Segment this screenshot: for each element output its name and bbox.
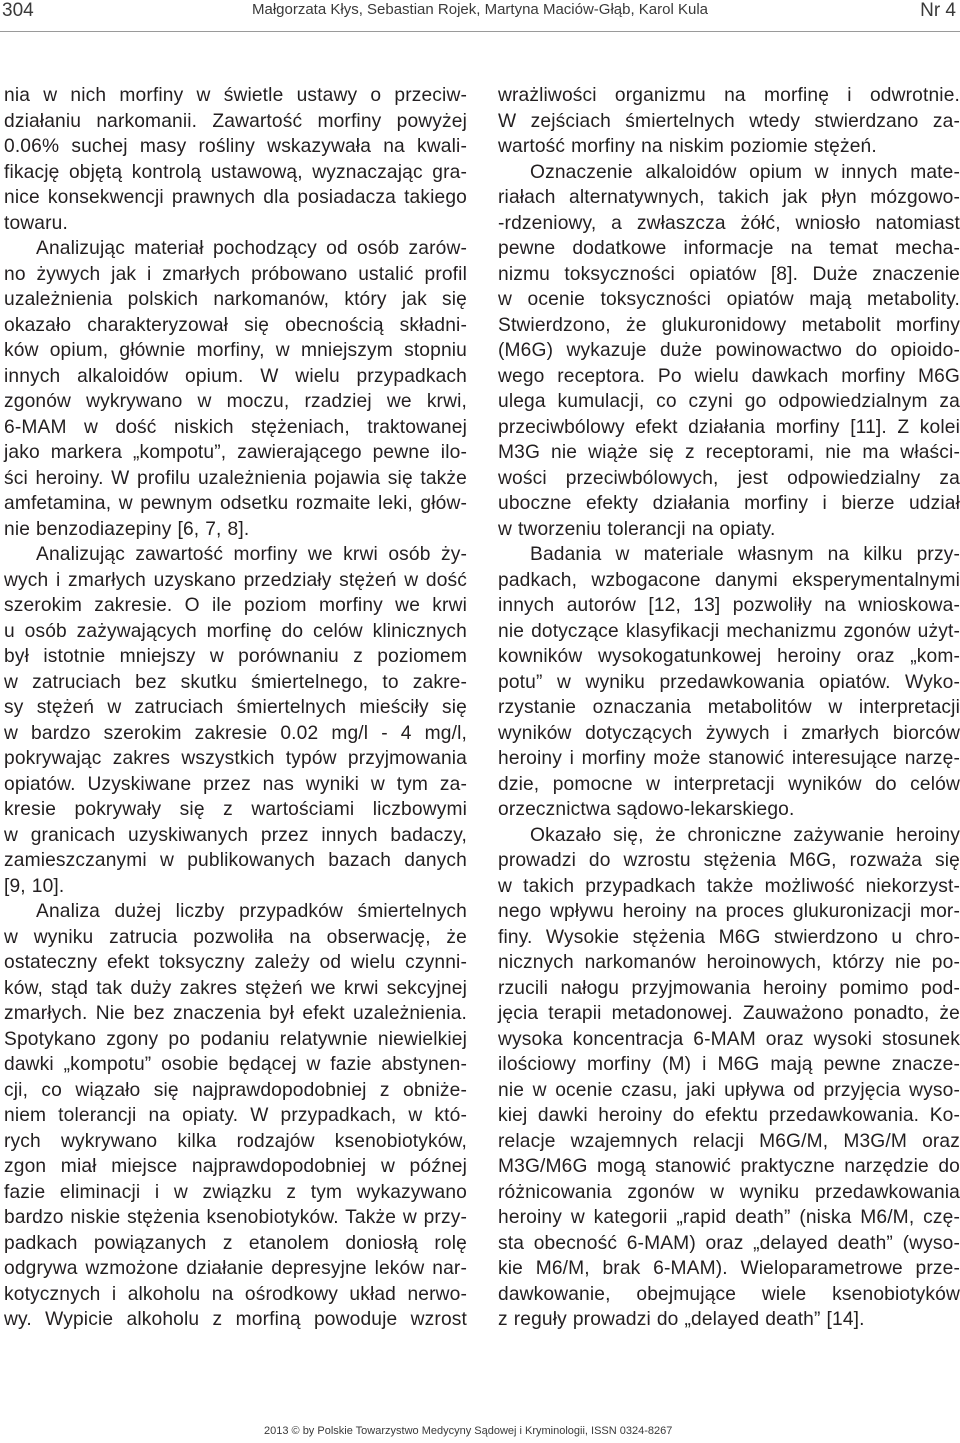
text-line: wyników dotyczących żywych i zmarłych biorców (498, 722, 960, 744)
text-line: jako markera „kompotu”, zawierającego pewne ilo- (4, 442, 467, 463)
running-header-authors: Małgorzata Kłys, Sebastian Rojek, Martyna Maciów-Głąb, Karol Kula (251, 1, 709, 18)
text-line: w takich przypadkach także możliwość niekorzyst- (498, 875, 960, 897)
text-line: finy. Wysokie stężenia M6G stwierdzono u chro- (498, 926, 960, 948)
text-line: W zejściach śmiertelnych wtedy stwierdzano za- (498, 110, 960, 132)
text-line: -rdzeniowy, a zwłaszcza żółć, wniosło natomiast (498, 212, 960, 234)
text-line: nie dotyczące klasyfikacji mechanizmu zgonów użyt- (498, 620, 960, 642)
text-line: prowadzi do wzrostu stężenia M6G, rozważa się (498, 850, 960, 871)
text-line: wy. Wypicie alkoholu z morfiną powoduje wzrost (4, 1309, 467, 1330)
text-line: Stwierdzono, że glukuronidowy metabolit morfiny (498, 314, 960, 336)
page-number: 304 (2, 0, 34, 21)
text-line: w granicach uzyskiwanych przez innych badaczy, (4, 824, 467, 846)
text-line: kiej dawki heroiny do efektu przedawkowania. Ko- (498, 1105, 960, 1126)
text-line: M3G nie wiąże się z receptorami, nie ma właści- (498, 442, 960, 463)
text-line: nia w nich morfiny w świetle ustawy o przeciw- (4, 85, 467, 106)
text-line: z reguły prowadzi do „delayed death” [14]. (498, 1309, 865, 1330)
text-line: no żywych jak i zmarłych próbowano ustalić profil (4, 263, 467, 285)
text-line: rzystanie oznaczania metabolitów w interpretacji (498, 697, 960, 718)
text-line: Okazało się, że chroniczne zażywanie heroiny (530, 824, 960, 846)
text-line: ków opium, głównie morfiny, w mniejszym stopniu (4, 340, 467, 361)
text-line: sta obecność 6-MAM) oraz „delayed death” (wyso- (498, 1232, 960, 1254)
text-line: dawki „kompotu” osobie będącej w fazie abstynen- (4, 1054, 467, 1075)
text-line: u osób zażywających morfinę do celów klinicznych (4, 620, 467, 642)
text-line: amfetamina, w pewnym odsetku rozmaite leki, głów- (4, 493, 467, 514)
text-line: nego wpływu heroiny na proces glukuronizacji mor- (498, 901, 960, 922)
text-line: był istotnie mniejszy w porównaniu z poziomem (4, 646, 467, 667)
text-line: w tworzeniu tolerancji na opiaty. (498, 518, 776, 540)
issue-number: Nr 4 (920, 0, 956, 21)
text-line: ulega kumulacji, co czyni go odpowiedzialnym za (498, 391, 960, 412)
text-line: wych i zmarłych uzyskano przedziały stężeń w dość (4, 569, 467, 591)
text-line: Oznaczenie alkaloidów opium w innych mate- (530, 161, 960, 183)
text-line: przeciwbólowy efekt działania morfiny [11]. Z kolei (498, 416, 960, 438)
text-line: nie benzodiazepiny [6, 7, 8]. (4, 518, 250, 540)
copyright-footer: 2013 © by Polskie Towarzystwo Medycyny Sądowej i Kryminologii, ISSN 0324-8267 (264, 1425, 673, 1437)
text-line: nicznych narkomanów heroinowych, którzy nie po- (498, 952, 960, 973)
text-line: Analizując materiał pochodzący od osób zarów- (36, 238, 467, 259)
text-line: zamieszczanymi w publikowanych bazach danych (4, 850, 467, 871)
text-line: różnicowania zgonów w wyniku przedawkowania (498, 1181, 960, 1203)
text-line: rych wykrywano kilka rodzajów ksenobiotyków, (4, 1130, 467, 1152)
text-line: zgonów wykrywano w moczu, rzadziej we krwi, (4, 391, 467, 412)
text-line: wości przeciwbólowych, jest odpowiedzialny za (498, 467, 960, 489)
text-line: opiatów. Uzyskiwane przez nas wyniki w tym za- (4, 773, 467, 795)
text-line: innych alkaloidów opium. W wielu przypadkach (4, 365, 467, 387)
text-line: orzecznictwa sądowo-lekarskiego. (498, 799, 795, 820)
text-line: dzie, pomocne w interpretacji wyników do celów (498, 773, 960, 795)
text-line: okazało charakteryzował się obecnością składni- (4, 314, 467, 336)
text-line: niem tolerancji na opiaty. W przypadkach, w któ- (4, 1105, 467, 1126)
right-column (498, 83, 960, 1333)
text-line: [9, 10]. (4, 875, 65, 897)
text-line: nice konsekwencji prawnych dla posiadacza takiego (4, 187, 467, 208)
text-line: cji, co wiązało się najprawdopodobniej z obniże- (4, 1079, 467, 1101)
text-line: zmarłych. Nie bez znaczenia był efekt uzależnienia. (4, 1003, 467, 1024)
text-line: heroiny i morfiny może stanowić interesujące narzę- (498, 748, 960, 769)
text-line: w bardzo szerokim zakresie 0.02 mg/l - 4 mg/l, (4, 722, 467, 744)
text-line: dawkowanie, obejmujące wiele ksenobiotyków (498, 1283, 960, 1305)
text-line: w ocenie toksyczności opiatów mają metabolity. (498, 289, 960, 310)
text-line: kie M6/M, brak 6-MAM). Wieloparametrowe prze- (498, 1258, 960, 1279)
text-line: pokrywając zakres wszystkich typów przyjmowania (4, 748, 467, 769)
text-line: 0.06% suchej masy rośliny wskazywała na kwali- (4, 136, 467, 157)
text-line: działaniu narkomanii. Zawartość morfiny powyżej (4, 110, 467, 132)
text-line: odgrywa wzmożone działanie depresyjne leków nar- (4, 1258, 467, 1279)
text-line: innych autorów [12, 13] pozwoliły na wnioskowa- (498, 595, 960, 616)
text-line: fikację objętą kontrolą ustawową, wyznaczając gra- (4, 161, 467, 183)
text-line: Analizując zawartość morfiny we krwi osób ży- (36, 544, 467, 565)
text-line: 6-MAM w dość niskich stężeniach, traktowanej (4, 416, 467, 438)
text-line: rzucili nałogu przyjmowania heroiny pomimo pod- (498, 977, 960, 999)
text-line: padkach, wzbogacone danymi eksperymentalnymi (498, 569, 960, 591)
text-line: wego receptora. Po wielu dawkach morfiny M6G (498, 365, 960, 387)
running-header (0, 0, 960, 24)
text-line: sy stężeń w zatruciach śmiertelnych mieściły się (4, 697, 467, 718)
text-line: wartość morfiny na niskim poziomie stężeń. (498, 136, 877, 157)
text-line: heroiny w kategorii „rapid death” (niska M6/M, czę- (498, 1207, 960, 1228)
text-line: Analiza dużej liczby przypadków śmiertelnych (36, 901, 467, 922)
text-line: bardzo niskie stężenia ksenobiotyków. Także w przy- (4, 1207, 467, 1228)
text-line: ków, stąd tak duży zakres stężeń we krwi sekcyjnej (4, 977, 467, 999)
header-rule (0, 31, 960, 32)
text-line: w wyniku zatrucia pozwoliła na obserwację, że (4, 926, 467, 948)
text-line: ści heroiny. W profilu uzależnienia pojawia się także (4, 467, 467, 489)
text-line: (M6G) wykazuje duże powinowactwo do opioido- (498, 340, 960, 361)
text-line: Spotykano zgony po podaniu relatywnie niewielkiej (4, 1028, 467, 1050)
text-line: M3G/M6G mogą stanowić praktyczne narzędzie do (498, 1156, 960, 1177)
text-line: ostateczny efekt toksyczny zależy od wielu czynni- (4, 952, 467, 973)
text-line: zgon miał miejsce najprawdopodobniej w późnej (4, 1156, 467, 1177)
text-line: kresie pokrywały się z wartościami liczbowymi (4, 799, 467, 820)
text-line: towaru. (4, 212, 68, 234)
left-column (4, 83, 467, 1333)
text-line: riałach alternatywnych, takich jak płyn mózgowo- (498, 187, 960, 208)
text-line: uboczne efekty działania morfiny i bierze udział (498, 493, 960, 514)
text-line: wysoka koncentracja 6-MAM oraz wysoki stosunek (498, 1028, 960, 1050)
text-line: nizmu toksyczności opiatów [8]. Duże znaczenie (498, 263, 960, 285)
text-line: fazie eliminacji i w związku z tym wykazywano (4, 1181, 467, 1203)
text-line: ilościowy morfiny (M) i M6G mają pewne znacze- (498, 1054, 960, 1075)
text-line: wrażliwości organizmu na morfinę i odwrotnie. (498, 85, 960, 106)
text-line: pewne dodatkowe informacje na temat mecha- (498, 238, 960, 259)
text-line: relacje wzajemnych relacji M6G/M, M3G/M oraz (498, 1130, 960, 1152)
text-line: jęcia terapii metadonowej. Zauważono ponadto, że (498, 1003, 960, 1024)
text-line: szerokim zakresie. O ile poziom morfiny we krwi (4, 595, 467, 616)
text-line: Badania w materiale własnym na kilku przy- (530, 544, 960, 565)
text-line: nie w ocenie czasu, jaki upływa od przyjęcia wyso- (498, 1079, 960, 1101)
text-line: kotycznych i alkoholu na ośrodkowy układ nerwo- (4, 1283, 467, 1305)
text-line: uzależnienia polskich narkomanów, który jak się (4, 289, 467, 310)
text-line: kowników wysokogatunkowej heroiny oraz „kom- (498, 646, 960, 667)
text-line: potu” w wyniku przedawkowania opiatów. Wyko- (498, 671, 960, 693)
text-line: padkach powiązanych z etanolem doniosłą rolę (4, 1232, 467, 1254)
text-line: w zatruciach bez skutku śmiertelnego, to zakre- (4, 671, 467, 693)
